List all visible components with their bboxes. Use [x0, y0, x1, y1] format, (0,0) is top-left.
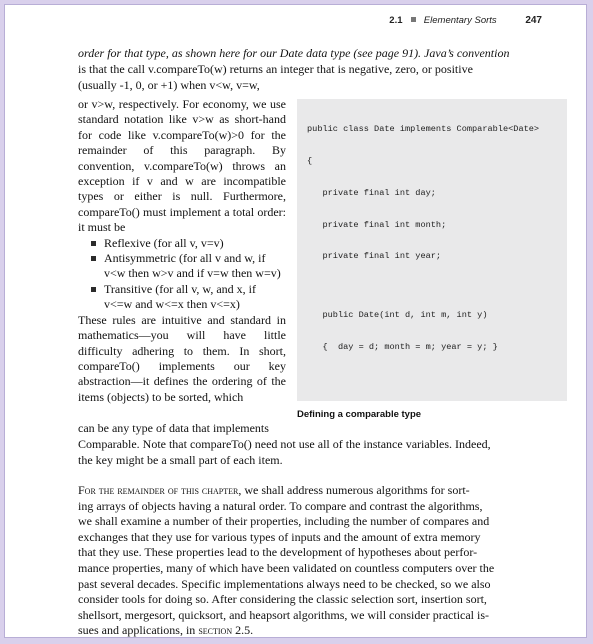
- code-line: private final int day;: [307, 187, 436, 198]
- final-line: that they use. These properties lead to the development of hypotheses about perfor-: [78, 545, 478, 560]
- intro-line-1-text: order for that type, as shown here for our Date data type (see page 91). Java’s convention: [78, 46, 510, 60]
- code-line: public Date(int d, int m, int y): [307, 310, 488, 321]
- final-line: past several decades. Specific implementations always need to be checked, so we also: [78, 576, 491, 591]
- list-item: Transitive (for all v, w, and x, if v<=w and w<=x then v<=x): [104, 282, 286, 313]
- final-line: ing arrays of objects having a natural order. To compare and contrast the algorithms,: [78, 498, 483, 513]
- intro-line-2: is that the call v.compareTo(w) returns an integer that is negative, zero, or positive: [78, 62, 473, 76]
- final-paragraph-lead: For the remainder of this chapter,: [78, 483, 242, 497]
- total-order-list: [78, 236, 286, 313]
- final-line: we shall address numerous algorithms for sort-: [241, 483, 470, 497]
- left-paragraph-2: These rules are intuitive and standard in mathematics—you will have little difficulty adhering to them. In short, compareTo() implements our key abstraction—it defines the ordering of the items (objects) to be sorted, which: [78, 312, 286, 404]
- final-line: mance properties, many of which have been validated on countless computers over the: [78, 560, 495, 575]
- intro-line-1: [78, 46, 520, 62]
- running-head: [389, 15, 542, 26]
- section-reference-link[interactable]: section 2.5: [198, 623, 251, 638]
- book-page: [4, 4, 587, 638]
- code-caption: Defining a comparable type: [297, 409, 422, 420]
- continuation-line-1: can be any type of data that implements: [78, 421, 269, 435]
- intro-line-3: (usually -1, 0, or +1) when v<w, v=w,: [78, 78, 260, 92]
- final-period: .: [250, 623, 254, 638]
- code-line: private final int year;: [307, 251, 442, 262]
- code-line: {: [307, 155, 313, 166]
- final-line: exchanges that they use for various types of inputs and the amount of extra memory: [78, 529, 481, 544]
- final-line: consider tools for doing so. After considering the classic selection sort, insertion sort,: [78, 592, 487, 607]
- list-item: Antisymmetric (for all v and w, if v<w then w>v and if v=w then w=v): [104, 251, 286, 282]
- code-blank-line: [307, 283, 567, 289]
- list-item: Reflexive (for all v, v=v): [104, 236, 286, 251]
- code-blank-line: [307, 374, 567, 380]
- section-number: 2.1: [389, 15, 403, 26]
- code-line: { day = d; month = m; year = y; }: [307, 342, 498, 353]
- code-line: private final int month;: [307, 219, 447, 230]
- page-number: 247: [525, 15, 542, 26]
- final-line: sues and applications, in: [78, 623, 199, 638]
- section-title: Elementary Sorts: [423, 15, 497, 26]
- left-paragraph-1: or v>w, respectively. For economy, we use standard notation like v>w as short-hand for code like v.compareTo(w)>0 for the remainder of this paragraph. By convention, v.compareTo(w) throws an exception if v and w are incompatible types or either is null. Furthermore, compareTo() must implement a total order: it must be: [78, 97, 286, 235]
- code-line: public class Date implements Comparable<Date>: [307, 124, 540, 135]
- left-column: [78, 97, 286, 405]
- final-line: shellsort, mergesort, quicksort, and heapsort algorithms, we will consider practical is-: [78, 607, 490, 622]
- continuation-line-2: Comparable. Note that compareTo() need not use all of the instance variables. Indeed,: [78, 437, 491, 451]
- continuation-line-3: the key might be a small part of each item.: [78, 453, 283, 467]
- square-bullet-icon: [411, 17, 416, 22]
- final-paragraph: [78, 483, 520, 639]
- code-listing: [297, 99, 567, 401]
- final-line: we shall examine a number of their properties, including the number of compares and: [78, 514, 490, 529]
